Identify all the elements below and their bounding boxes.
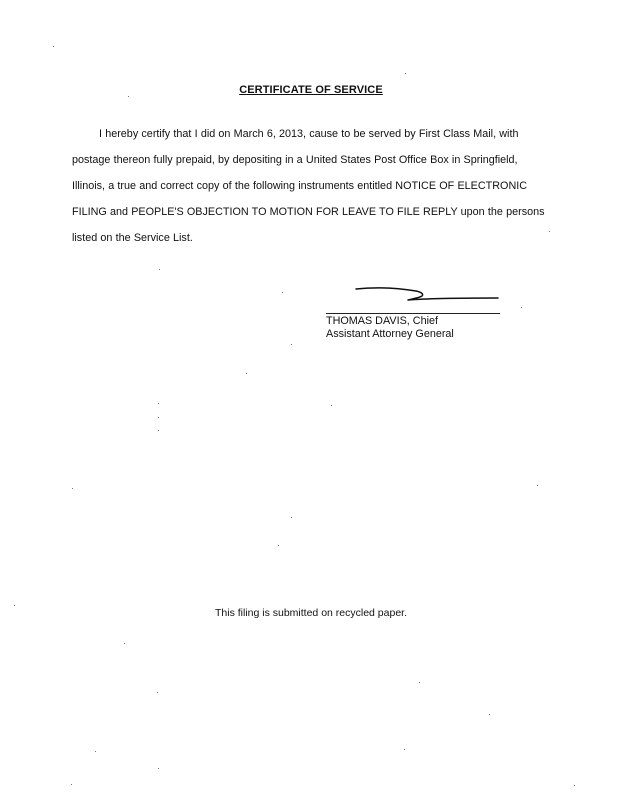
scan-speck xyxy=(158,430,159,431)
scan-speck xyxy=(53,46,54,47)
signature-block xyxy=(326,281,506,351)
scan-speck xyxy=(158,403,159,404)
scan-speck xyxy=(278,545,279,546)
certificate-body xyxy=(72,121,548,251)
scan-speck xyxy=(331,405,332,406)
scan-speck xyxy=(14,605,15,606)
scan-speck xyxy=(128,96,129,97)
page-title: CERTIFICATE OF SERVICE xyxy=(239,84,383,96)
certificate-body-text: I hereby certify that I did on March 6, 2013, cause to be served by First Class Mail, with postage thereon fully prepaid, by depositing in a United States Post Office Box in Springfield, Illinois, a true and correct copy of the following instruments entitled NOTICE OF ELECTRONIC FILING and PEOPLE'S OBJECTION TO MOTION FOR LEAVE TO FILE REPLY upon the persons listed on the Service List. xyxy=(72,128,545,244)
scan-speck xyxy=(158,768,159,769)
scan-speck xyxy=(124,643,125,644)
scan-speck xyxy=(574,785,575,786)
signature-line xyxy=(326,313,500,314)
scan-speck xyxy=(405,73,406,74)
scan-speck xyxy=(282,292,283,293)
signature-mark xyxy=(352,281,502,311)
scan-speck xyxy=(291,517,292,518)
recycled-paper-note: This filing is submitted on recycled paper. xyxy=(214,607,407,619)
scan-speck xyxy=(159,269,160,270)
scan-speck xyxy=(158,417,159,418)
scan-speck xyxy=(71,784,72,785)
scan-speck xyxy=(489,714,490,715)
scan-speck xyxy=(95,751,96,752)
scan-speck xyxy=(157,692,158,693)
scan-speck xyxy=(246,373,247,374)
scan-speck xyxy=(291,344,292,345)
scan-speck xyxy=(521,307,522,308)
scan-speck xyxy=(404,749,405,750)
scan-speck xyxy=(72,488,73,489)
signer-name: THOMAS DAVIS, Chief xyxy=(326,315,438,327)
scan-speck xyxy=(549,231,550,232)
scan-speck xyxy=(537,485,538,486)
scan-speck xyxy=(419,682,420,683)
signer-title: Assistant Attorney General xyxy=(326,328,454,340)
